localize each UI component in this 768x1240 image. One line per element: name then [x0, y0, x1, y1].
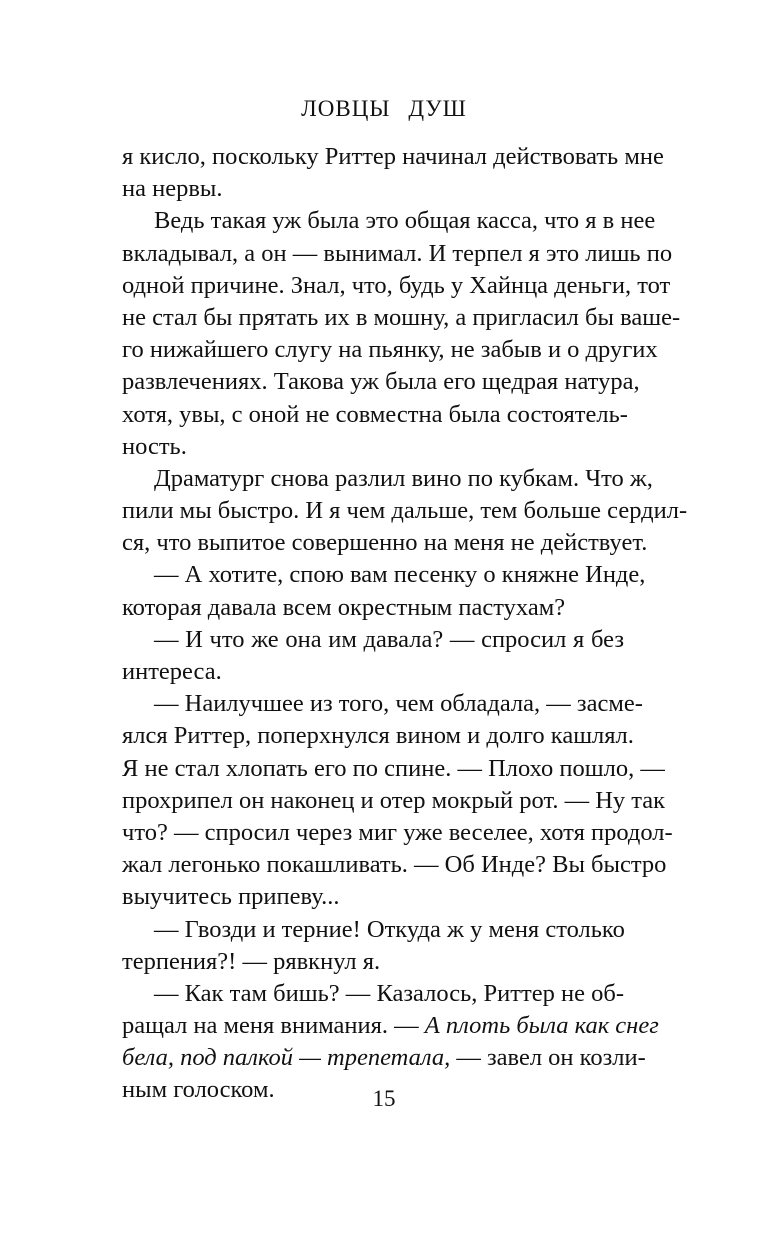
text-line: вкладывал, а он — вынимал. И терпел я это лишь по	[122, 239, 673, 267]
text-line	[122, 978, 624, 1010]
text-line: я кисло, поскольку Риттер начинал действовать мне	[122, 143, 664, 170]
text-line: одной причине. Знал, что, будь у Хайнца деньги, тот	[122, 271, 671, 299]
text-line: — Гвозди и терние! Откуда ж у меня столько	[154, 915, 625, 943]
text-line: развлечениях. Такова уж была его щедрая натура,	[122, 368, 640, 396]
text-run: — Как там бишь? — Казалось, Риттер не об-	[154, 979, 624, 1007]
text-line: жал легонько покашливать. — Об Инде? Вы быстро	[122, 851, 667, 879]
text-line: ялся Риттер, поперхнулся вином и долго кашлял.	[122, 722, 634, 750]
text-line: — Наилучшее из того, чем обладала, — засме-	[154, 690, 643, 718]
text-line: — А хотите, спою вам песенку о княжне Инде,	[154, 561, 646, 589]
text-line: выучитесь припеву...	[122, 883, 340, 911]
text-line: го нижайшего слугу на пьянку, не забыв и о других	[122, 336, 658, 364]
text-line: интереса.	[122, 658, 222, 685]
text-line	[122, 1010, 659, 1042]
text-line: не стал бы прятать их в мошну, а пригласил бы ваше-	[122, 303, 681, 331]
text-line: что? — спросил через миг уже веселее, хотя продол-	[122, 818, 673, 846]
text-line: которая давала всем окрестным пастухам?	[122, 593, 566, 621]
text-line: ся, что выпитое совершенно на меня не действует.	[122, 529, 648, 557]
running-head-word-2: ДУШ	[408, 96, 467, 121]
text-run: ным голоском.	[122, 1076, 275, 1104]
text-line: ность.	[122, 432, 187, 460]
text-line: прохрипел он наконец и отер мокрый рот. — Ну так	[122, 786, 666, 814]
text-line: терпения?! — рявкнул я.	[122, 947, 381, 975]
text-run: — завел он козли-	[450, 1044, 646, 1072]
body-text	[122, 141, 688, 1107]
text-line: — И что же она им давала? — спросил я без	[154, 625, 624, 653]
running-head-word-1: ЛОВЦЫ	[301, 96, 391, 121]
text-line: Драматург снова разлил вино по кубкам. Что ж,	[154, 464, 653, 492]
text-line	[122, 1042, 646, 1074]
page-number: 15	[372, 1086, 396, 1111]
text-line: на нервы.	[122, 175, 223, 203]
text-line: Ведь такая уж была это общая касса, что я в нее	[154, 207, 656, 235]
text-run: ращал на меня внимания. —	[122, 1012, 425, 1040]
italic-verse: А плоть была как снег	[424, 1012, 659, 1040]
italic-verse: бела, под палкой — трепетала,	[122, 1044, 451, 1072]
text-line: пили мы быстро. И я чем дальше, тем больше сердил-	[122, 497, 688, 525]
running-head	[0, 94, 768, 124]
text-line: хотя, увы, с оной не совместна была состоятель-	[122, 400, 628, 428]
text-line: Я не стал хлопать его по спине. — Плохо пошло, —	[122, 754, 665, 782]
